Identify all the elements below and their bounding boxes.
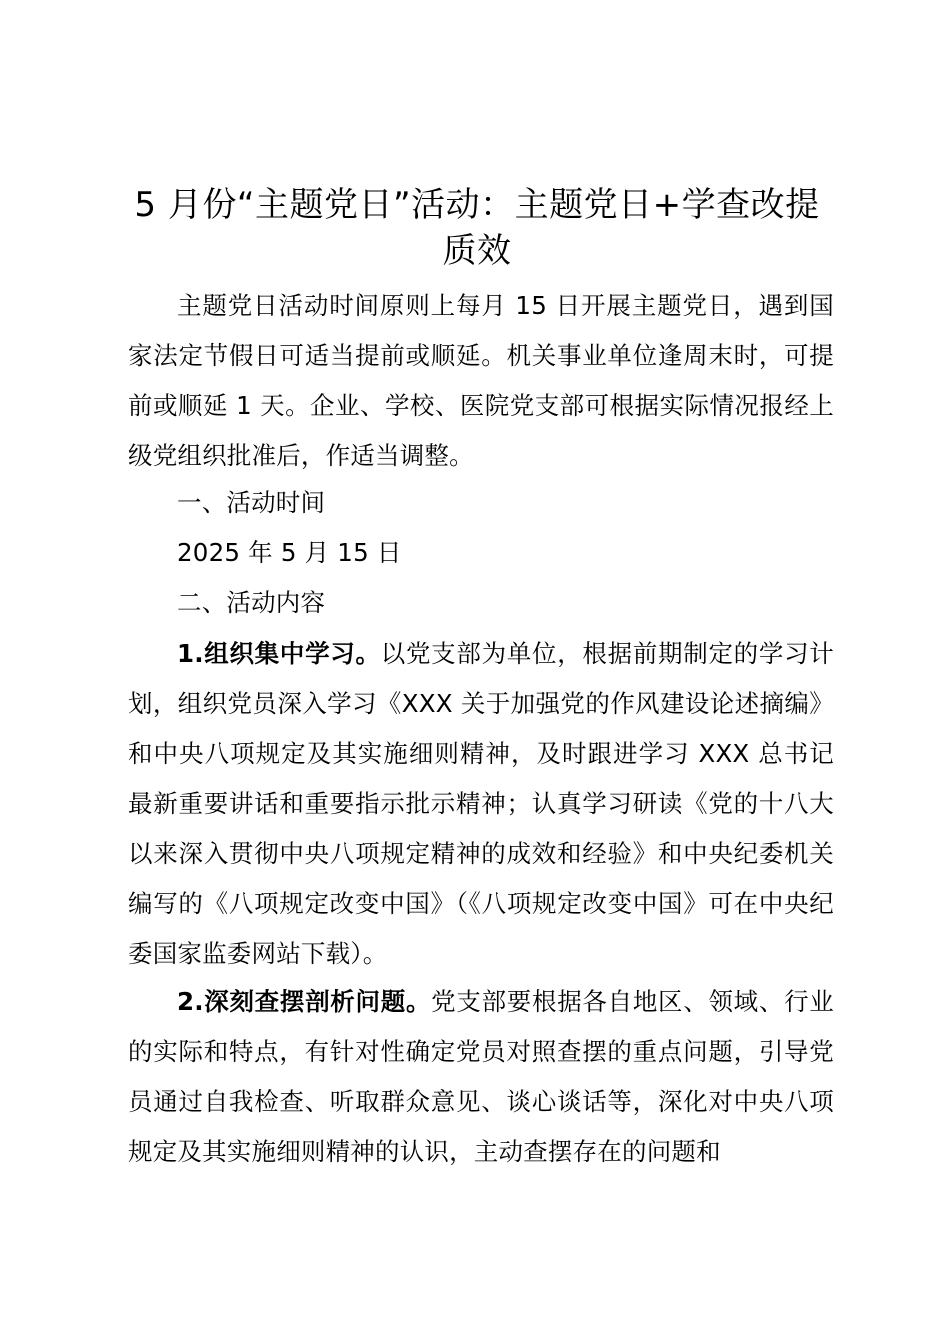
content-item-1-lead: 1.组织集中学习。	[177, 639, 381, 668]
content-item-1-text: 以党支部为单位，根据前期制定的学习计划，组织党员深入学习《XXX 关于加强党的作风建设论述摘编》和中央八项规定及其实施细则精神，及时跟进学习 XXX 总书记最新重要讲话和重要指示批示精神；认真学习研读《党的十八大以来深入贯彻中央八项规定精神的成效和经验》和中央纪委机关编写的《八项规定改变中国》（《八项规定改变中国》可在中央纪委国家监委网站下载）。	[128, 639, 834, 968]
intro-paragraph: 主题党日活动时间原则上每月 15 日开展主题党日，遇到国家法定节假日可适当提前或顺延。机关事业单位逢周末时，可提前或顺延 1 天。企业、学校、医院党支部可根据实际情况报经上级党组织批准后，作适当调整。	[128, 291, 834, 470]
activity-date: 2025 年 5 月 15 日	[177, 538, 402, 567]
section-heading-content: 二、活动内容	[177, 588, 326, 617]
content-item-2-text: 党支部要根据各自地区、领域、行业的实际和特点，有针对性确定党员对照查摆的重点问题，引导党员通过自我检查、听取群众意见、谈心谈话等，深化对中央八项规定及其实施细则精神的认识，主动查摆存在的问题和	[128, 987, 834, 1166]
document-title: 5 月份“主题党日”活动：主题党日+学查改提质效	[134, 185, 820, 271]
content-item-2-lead: 2.深刻查摆剖析问题。	[177, 987, 432, 1016]
content-item-1	[128, 629, 834, 979]
section-heading-time: 一、活动时间	[177, 488, 326, 517]
content-item-2	[128, 977, 834, 1177]
